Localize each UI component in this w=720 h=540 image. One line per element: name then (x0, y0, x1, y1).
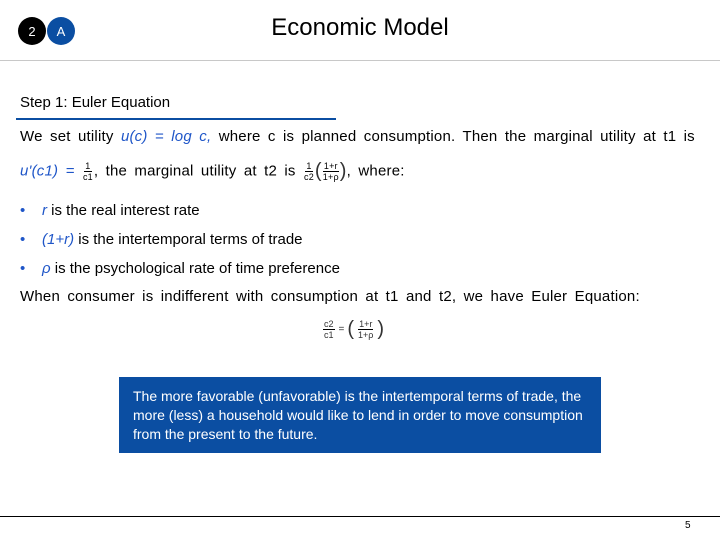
key-takeaway-box (119, 377, 601, 453)
bullet-item (20, 202, 200, 219)
bullet-symbol: ρ (42, 260, 51, 277)
marginal-utility-t1: u'(c1) = (20, 162, 75, 180)
open-paren: ( (347, 318, 355, 340)
step-underline (16, 118, 336, 120)
header-divider (0, 60, 720, 61)
fraction-denominator: c2 (304, 172, 314, 182)
step-heading: Step 1: Euler Equation (20, 94, 171, 111)
section-letter-badge: A (47, 17, 75, 45)
fraction-denominator: c1 (82, 172, 93, 182)
fraction-numerator: 1 (306, 161, 312, 171)
lhs-numerator: c2 (324, 319, 334, 329)
fraction-numerator: 1 (85, 161, 91, 171)
bullet-symbol: r (42, 202, 47, 219)
bullet-dot: • (20, 202, 26, 219)
fraction-numerator: 1+r (323, 161, 338, 171)
page-number: 5 (685, 520, 691, 531)
bullet-item (20, 260, 340, 277)
footer-divider (0, 516, 720, 517)
bullet-text: is the intertemporal terms of trade (78, 231, 303, 248)
line2-suffix: , where: (346, 162, 405, 180)
euler-equation (322, 318, 384, 341)
rhs-denominator: 1+ρ (358, 330, 374, 340)
callout-text: The more favorable (unfavorable) is the intertemporal terms of trade, the more (less) a household would like to lend in order to move consumption from the present to the future. (133, 388, 583, 442)
marginal-utility-line (20, 160, 405, 183)
fraction-1-over-c1 (83, 161, 93, 182)
lhs-fraction (323, 319, 335, 340)
lhs-denominator: c1 (324, 330, 334, 340)
bullet-text: is the psychological rate of time preference (54, 260, 340, 277)
close-paren: ) (377, 318, 385, 340)
fraction-1-over-c2 (304, 161, 314, 182)
utility-definition-line (20, 128, 695, 145)
close-paren: ) (339, 160, 347, 182)
line1-suffix: where c is planned consumption. Then the marginal utility at t1 is (218, 128, 695, 145)
bullet-item (20, 231, 303, 248)
euler-intro-line: When consumer is indifferent with consumption at t1 and t2, we have Euler Equation: (20, 288, 640, 305)
open-paren: ( (314, 160, 322, 182)
utility-function: u(c) = log c, (120, 128, 212, 145)
line2-mid: , the marginal utility at t2 is (93, 162, 296, 180)
fraction-1pr-over-1prho (323, 161, 339, 182)
bullet-text: is the real interest rate (51, 202, 200, 219)
section-number-badge: 2 (18, 17, 46, 45)
line1-prefix: We set utility (20, 128, 114, 145)
fraction-denominator: 1+ρ (322, 172, 339, 182)
bullet-symbol: (1+r) (42, 231, 75, 248)
equals-sign: = (338, 324, 345, 335)
bullet-dot: • (20, 260, 26, 277)
rhs-fraction (358, 319, 373, 340)
bullet-dot: • (20, 231, 26, 248)
page-title: Economic Model (271, 14, 449, 41)
rhs-numerator: 1+r (359, 319, 373, 329)
